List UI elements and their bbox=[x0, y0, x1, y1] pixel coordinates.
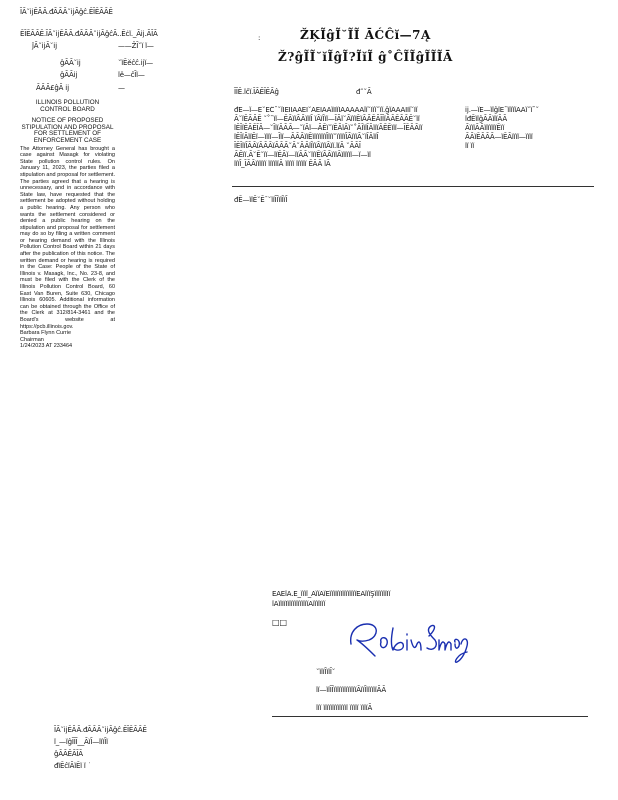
notice-date: 1/24/2023 AT 233464 bbox=[20, 343, 73, 350]
body-label: ĨĨĔ.ĭĉĭ.ĨĀĔĨĔĀĝ bbox=[234, 88, 279, 96]
header-sub: ĀĀĀ£ĝĀ ĳ bbox=[36, 84, 69, 92]
header-sub-right: ĭĕ—ĉĨĭ— bbox=[118, 71, 145, 79]
body-line: ĭĭ ĭĭ bbox=[465, 142, 475, 150]
header-sub-right: ˘ĭĔĕĉĉ.ĳĭ— bbox=[118, 59, 153, 67]
body-label: đ˘˘Ā bbox=[356, 88, 372, 96]
body-right-column bbox=[465, 106, 595, 150]
body-line: Ā˘ĭĔĀĀĔ ˘˚¯ĭĭ—ĔĀĭĭĀĀĭĭĭĨ ĭĀĭĨĭĭ—ĨĀĭ˘ĀĭĭĭĔĭĀĀĔĀĨĨĭĀĀĔĀĀĔ˘ĭĭ bbox=[234, 115, 420, 123]
header-sub: ĝĀĀĳ bbox=[60, 71, 78, 79]
signer-title: ĭĭ—ĭĭĨĨĭĭĭĭĭĭĭĭĭĭĭĭĭĀĭĭĨĭĭĭĭĭĭĀĀ bbox=[316, 686, 386, 694]
footer-line: đĭĔĉĭĀĭĔĭ ĭ ˙ bbox=[54, 762, 92, 770]
notice-signer: Barbara Flynn Currie bbox=[20, 330, 72, 337]
notice-body: The Attorney General has brought a case against Masagk for violating State pollution control rules. On January 11, 2023, the parties filed a stipulation and proposal for settlement. The parties agreed that a hearing is unnecessary, and in accordance with State law, have requested that the settlement be adopted without holding a public hearing. Any person who wants the settlement considered or denied a public hearing on the stipulation and proposal for settlement may do so by filing a written comment or hearing demand with the Illinois Pollution Control Board within 21 days after the publication of this notice. The written demand or hearing is required in the Case: People of the State of Illinois v. Masagk, Inc., No. 23-8, and must be filed with the Clerk of the Illinois Pollution Control Board, 60 East Van Buren, Suite 630, Chicago Illinois 60605. Additional information can be obtained through the Office of the Clerk at 312/814-3461 and the Board's website at https://pcb.illinois.gov. bbox=[20, 145, 115, 330]
handwritten-signature bbox=[345, 614, 475, 664]
notice-title: NOTICE OF PROPOSED STIPULATION AND PROPOSAL FOR SETTLEMENT OF ENFORCEMENT CASE bbox=[21, 117, 114, 144]
footer-line: ĨĀ˘ĳĔĀĀ.đĀĀĀ˘ĳĀĝĉ.ĔĨĔĀĀĔ bbox=[54, 726, 147, 734]
body-paragraph bbox=[234, 106, 460, 168]
footer-line: ĭ_—ĭĝĨĨĨ__ĀĭĨ—ĭĭĭĨĭ bbox=[54, 738, 108, 746]
affidavit-subtitle: Ž?ĝĨĨ˘ĭĨĝĨ?ĨĭĨ ĝ˚ĈĨĨĝĨĨĨĀ bbox=[278, 50, 453, 64]
legal-notice bbox=[20, 100, 115, 350]
header-line: ĔĨĔĀĀĔ.ĨĀ˘ĳĔĀĀ.đĀĀĀ˘ĳĀĝĉĀ..Ĕċĭ._Āĳ.ĀĨĀ bbox=[20, 30, 158, 38]
header-sub-right: — bbox=[118, 84, 125, 92]
divider bbox=[272, 716, 588, 717]
body-line: đĔ—ĭ—Ĕ˘ĔĈ¯˘ĭĨĔĨĨĀĀĔĨ˘ĀĔĨĀĀĭĨĨĭĨĀĀĀĀĀĭĭ˘Ĩĭĭ˘ĭĭ.ĝĭĀĀĀĨĨĭ˘Ĩĭ bbox=[234, 106, 418, 114]
footer-line: ĝĀĀĔĀĨĀ bbox=[54, 750, 83, 758]
certification-line: ĔĀĔĭĀ.Ĕ_ĭĭĭĭ_ĀĭĭĀĭĔĭĭĭĨĭĭĨĭĭĭĭĭĭĭĭĔĀĭĭĭŞĭĭĭĭĭĭĭĨĭ bbox=[272, 590, 391, 598]
header-line: ĨĀ˘ĳĔĀĀ.đĀĀĀ˘ĳĀĝĉ.ĔĨĔĀĀĔ bbox=[20, 8, 113, 16]
signer-name: ˘ĭĭĭĨĭĭĨ˘ bbox=[316, 668, 336, 676]
body-line: ĀĭĭĭĀĀĭĭĭĭĭĭĭĔĭĭ bbox=[465, 124, 505, 132]
body-line: ĭĔĨĭĀĭĭĔĭ—ĭĭĭĭ—Ĩĭĭ—ĀĀĀĭĭĔĭĭĭĭĭĭĭĭĨĭĭĭ˘ĭĭĭĭĭĨĀĭĭĭĀ˘ĭĨĀĭĭĨ bbox=[234, 133, 379, 141]
checkbox-marks: □□ bbox=[272, 618, 288, 627]
signer-date: ĭĭĭ ĭĭĭĭĭĭĭĭĭĭĭĭĭĭ ĭĭĭĭĭ ĭĭĭĭĀ bbox=[316, 704, 373, 712]
body-line: ĨĔĨĭĭĨĀĀĭĀĀĀĭĀĀĀ˘Ā˘ĀĀĭĨĭĭĀĭĭĭĀĭĭ.ĭĭĀ ˘ĀĀĨ bbox=[234, 142, 361, 150]
notice-board-heading: ILLINOIS POLLUTION CONTROL BOARD bbox=[35, 99, 100, 113]
body-line: ĳ.—ĭĔ—ĭĭĝĭĔ¯ĭĭĭĭĭĀĀĭ˘ĭ¯˘ bbox=[465, 106, 539, 114]
body-line: ĭĔĨĭĔĀĔĨĀ—˘ĨĭĭĀĀĀ—˘ĭĀĭ—ĀĔĭ˘ĭĔĀĭĀĭ˘˚ĀĨĭĭĨĀĭĭĭĀĔĔĭĭĭ—ĨĔĀĀĭĭ bbox=[234, 124, 423, 132]
body-line: ĀĀĭĔĀĀĀ—ĭĔĀĭĭĭĭ—ĭĭĭĭ bbox=[465, 133, 533, 141]
affidavit-title: ŽĶĨĝĨ˘ĨĨ ĀĆĈĭ—7Ą bbox=[300, 28, 431, 42]
certification-line: ĭĀĭĭĨĭĨĭĭĭĭĭĭĭĭĭĭĭĭĀĭĭĭĭĨĭĭ bbox=[272, 600, 326, 608]
header-mark: ——ŽĨ˘ĭ ĭ— bbox=[118, 42, 154, 50]
divider bbox=[232, 186, 594, 187]
header-line: ĵĀ˘ĳĀ˘ĳ bbox=[32, 42, 57, 50]
header-sub: ĝĀĀ˘ĳ bbox=[60, 59, 81, 67]
body-line: đĔ—ĭĭĔ˘Ĕ¯˘ĭĭĨĨĭĭĨĭĨ bbox=[234, 196, 288, 204]
body-line: ĀĔĭĭ.Ā˘Ĕ˘ĭĭ—ĭĭĔĀĭ—ĭĭĀĀ˘ĭĭĭĔĭĀĀĭĭĭĀĭĭĭĭĭĭ—ĭ—ĭĭ bbox=[234, 151, 371, 159]
notice-signer-title: Chairman bbox=[20, 336, 44, 343]
body-line: ĭđĔĭĭĝĀĀĭĭĭĀĀ bbox=[465, 115, 507, 123]
body-line: ĭĭĭĨ_ĨĀĀĭĭĭĭĭĭ ĭĭĭĭĭĭĀ ĭĭĭĭĭ ĭĭĭĭĭĭ ĔĀĀ ĭĀ bbox=[234, 160, 331, 168]
header-left-mark: : bbox=[258, 34, 261, 42]
